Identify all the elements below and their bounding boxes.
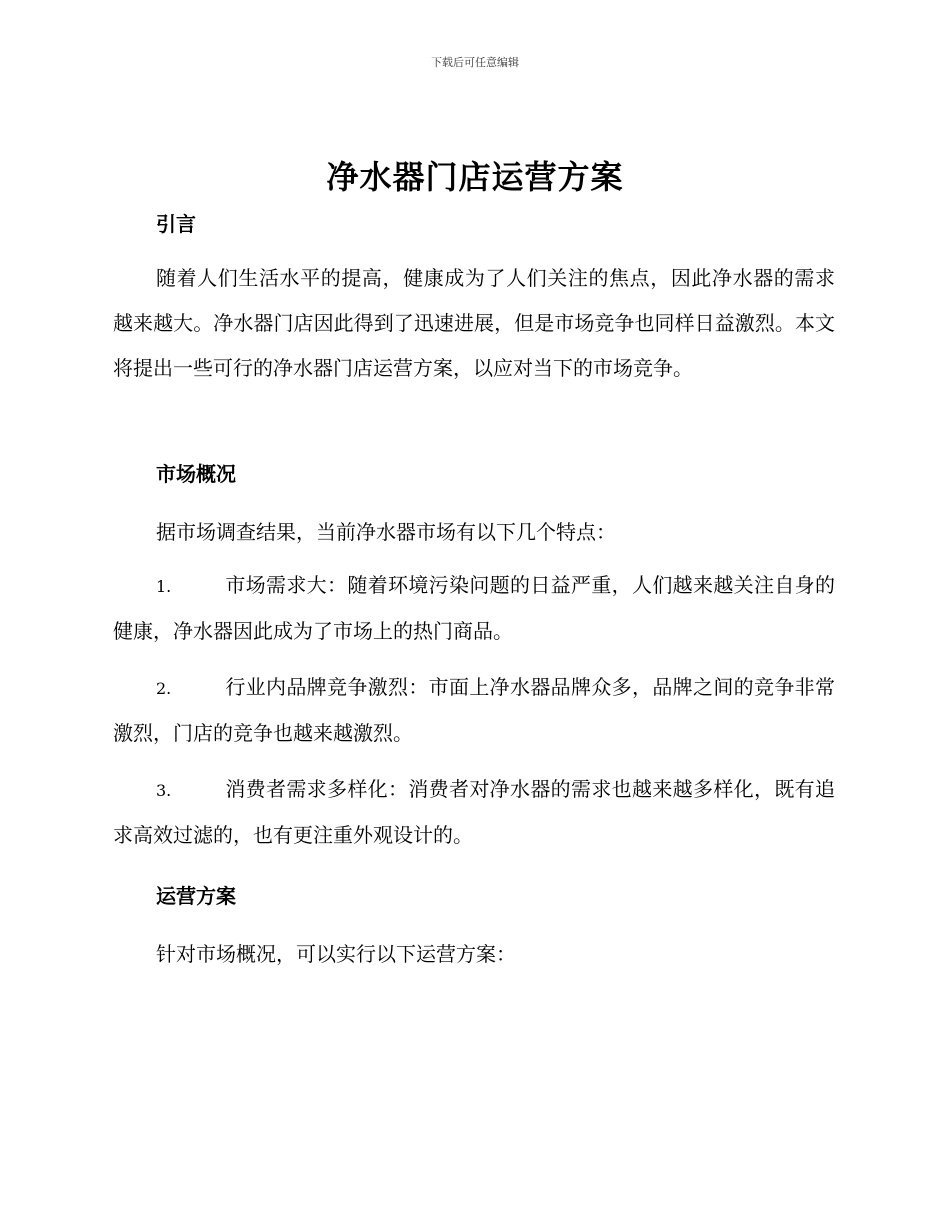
document-title: 净水器门店运营方案 (326, 158, 624, 196)
operations-lead-text: 针对市场概况，可以实行以下运营方案： (156, 942, 516, 966)
market-lead-text: 据市场调查结果，当前净水器市场有以下几个特点： (156, 520, 616, 544)
list-number-2: 2. (156, 679, 172, 698)
list-number-1: 1. (156, 577, 172, 596)
section-heading-market: 市场概况 (156, 462, 236, 486)
list-text-3: 消费者需求多样化：消费者对净水器的需求也越来越多样化，既有追求高效过滤的，也有更注重外观设计的。 (113, 777, 835, 847)
list-item-2 (113, 665, 835, 756)
list-text-1: 市场需求大：随着环境污染问题的日益严重，人们越来越关注自身的健康，净水器因此成为了市场上的热门商品。 (113, 573, 835, 643)
list-number-3: 3. (156, 781, 172, 800)
intro-paragraph: 随着人们生活水平的提高，健康成为了人们关注的焦点，因此净水器的需求越来越大。净水器门店因此得到了迅速进展，但是市场竞争也同样日益激烈。本文将提出一些可行的净水器门店运营方案，以应对当下的市场竞争。 (113, 266, 835, 380)
page-header-note: 下载后可任意编辑 (431, 56, 519, 69)
list-text-2: 行业内品牌竞争激烈：市面上净水器品牌众多，品牌之间的竞争非常激烈，门店的竞争也越来越激烈。 (113, 675, 835, 745)
section-heading-operations: 运营方案 (156, 884, 236, 908)
list-item-3 (113, 767, 835, 858)
section-heading-intro: 引言 (156, 212, 196, 236)
list-item-1 (113, 563, 835, 654)
